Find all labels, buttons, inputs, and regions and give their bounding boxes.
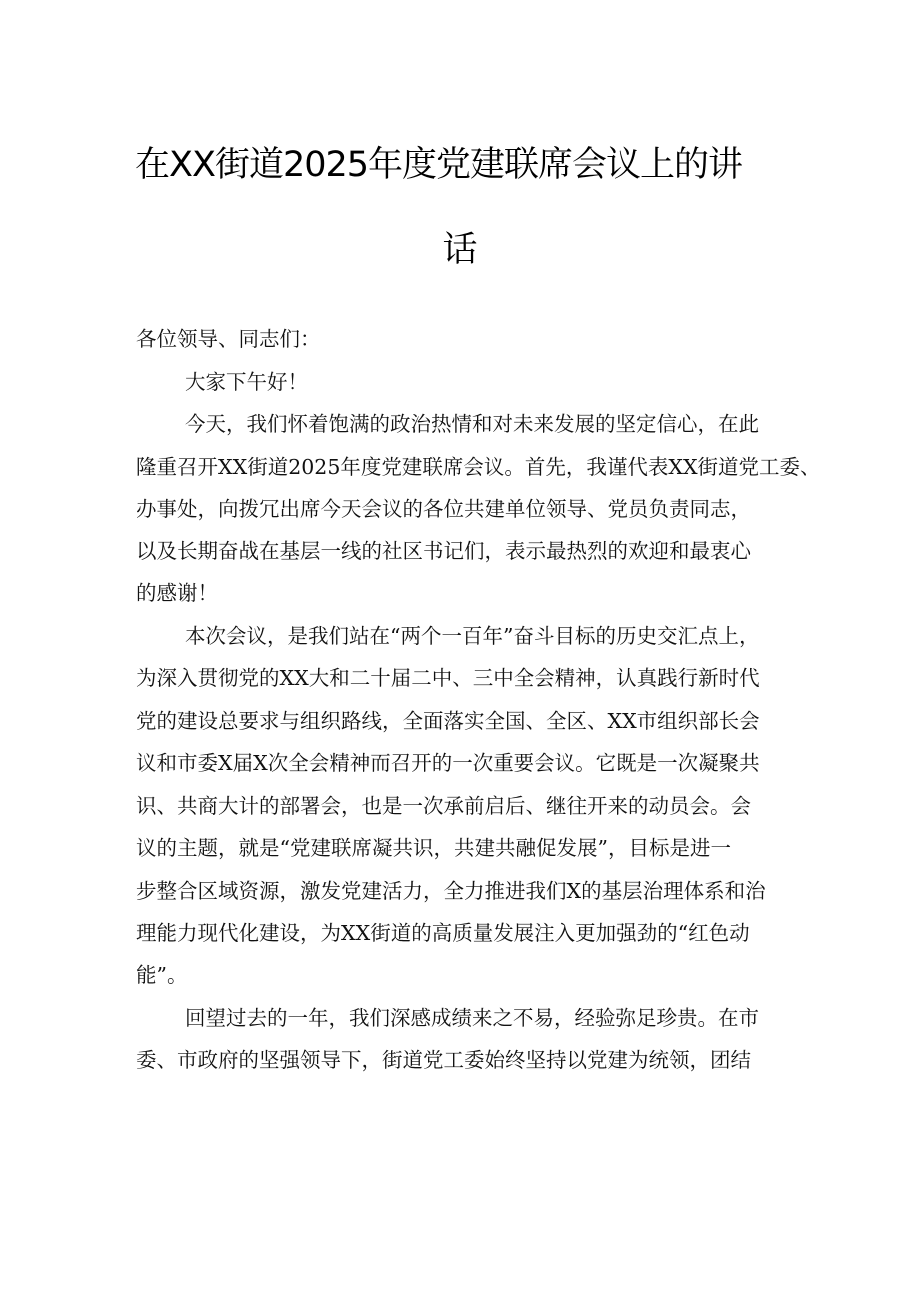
body-line: 识、共商大计的部署会，也是一次承前启后、继往开来的动员会。会 bbox=[136, 794, 751, 818]
body-line: 能”。 bbox=[136, 963, 188, 987]
body-line: 的感谢！ bbox=[136, 581, 218, 605]
body-line: 理能力现代化建设，为XX街道的高质量发展注入更加强劲的“红色动 bbox=[136, 921, 750, 945]
body-line: 步整合区域资源，激发党建活力，全力推进我们X的基层治理体系和治 bbox=[136, 879, 766, 903]
body-line: 委、市政府的坚强领导下，街道党工委始终坚持以党建为统领，团结 bbox=[136, 1048, 751, 1072]
body-line: 党的建设总要求与组织路线，全面落实全国、全区、XX市组织部长会 bbox=[136, 709, 760, 733]
body-line: 议和市委X届X次全会精神而召开的一次重要会议。它既是一次凝聚共 bbox=[136, 751, 760, 775]
document-title: 在XX街道2025年度党建联席会议上的讲 bbox=[135, 145, 743, 185]
body-line: 回望过去的一年，我们深感成绩来之不易，经验弥足珍贵。在市 bbox=[185, 1006, 759, 1030]
body-line: 为深入贯彻党的XX大和二十届二中、三中全会精神，认真践行新时代 bbox=[136, 666, 760, 690]
body-line: 以及长期奋战在基层一线的社区书记们，表示最热烈的欢迎和最衷心 bbox=[136, 539, 751, 563]
body-line: 隆重召开XX街道2025年度党建联席会议。首先，我谨代表XX街道党工委、 bbox=[136, 455, 821, 479]
greeting: 大家下午好！ bbox=[185, 370, 308, 394]
body-line: 议的主题，就是“党建联席凝共识，共建共融促发展”，目标是进一 bbox=[136, 836, 731, 860]
document-title-continued: 话 bbox=[442, 230, 478, 270]
body-line: 本次会议，是我们站在“两个一百年”奋斗目标的历史交汇点上， bbox=[185, 624, 760, 648]
salutation: 各位领导、同志们： bbox=[136, 327, 321, 351]
body-line: 今天，我们怀着饱满的政治热情和对未来发展的坚定信心，在此 bbox=[185, 412, 759, 436]
body-line: 办事处，向拨冗出席今天会议的各位共建单位领导、党员负责同志， bbox=[136, 497, 751, 521]
